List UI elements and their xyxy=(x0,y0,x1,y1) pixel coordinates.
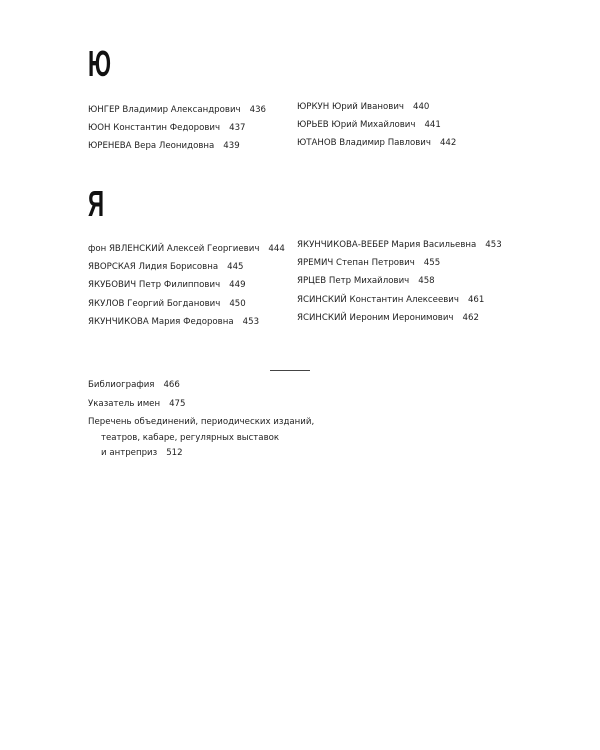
entry-name: ЮНГЕР Владимир Александрович xyxy=(88,105,241,115)
entry-page: 436 xyxy=(249,105,267,115)
index-column-ya-left xyxy=(88,240,285,331)
index-entry xyxy=(88,137,266,155)
entry-name: ЯКУБОВИЧ Петр Филиппович xyxy=(88,280,221,291)
index-entry xyxy=(297,98,456,116)
entry-page: 439 xyxy=(223,141,240,152)
entry-page: 450 xyxy=(229,298,246,309)
entry-page: 441 xyxy=(424,120,441,131)
entry-line: театров, кабаре, регулярных выставок xyxy=(101,432,280,443)
entry-page: 458 xyxy=(418,276,435,287)
entry-page: 449 xyxy=(229,280,246,291)
entry-name: ЯКУНЧИКОВА-ВЕБЕР Мария Васильевна xyxy=(297,240,477,250)
entry-page: 453 xyxy=(485,240,502,250)
entry-page: 437 xyxy=(229,123,246,134)
entry-name: ЯКУЛОВ Георгий Богданович xyxy=(88,298,221,309)
section-letter-ya: Я xyxy=(88,183,105,224)
entry-page: 445 xyxy=(227,262,244,273)
entry-page: 455 xyxy=(423,258,441,269)
bibliography-entry xyxy=(88,378,314,394)
entry-name: ЮРКУН Юрий Иванович xyxy=(297,102,404,112)
entry-page: 440 xyxy=(413,102,430,112)
section-letter-yu: Ю xyxy=(88,43,112,84)
index-entry xyxy=(297,134,456,152)
index-entry xyxy=(297,291,502,309)
back-matter-list xyxy=(88,378,314,465)
index-column-ya-right xyxy=(297,236,502,327)
entry-name: ЯСИНСКИЙ Иероним Иеронимович xyxy=(297,312,454,323)
index-column-yu-left xyxy=(88,101,266,156)
index-entry xyxy=(297,309,502,327)
entry-name: Библиография xyxy=(88,380,155,390)
entry-name: ЮТАНОВ Владимир Павлович xyxy=(297,138,431,149)
entry-name: ЯСИНСКИЙ Константин Алексеевич xyxy=(297,294,459,305)
index-entry xyxy=(88,119,266,137)
entry-name: фон ЯВЛЕНСКИЙ Алексей Георгиевич xyxy=(88,244,260,254)
entry-page: 442 xyxy=(439,138,457,149)
entry-page: 475 xyxy=(169,398,186,409)
entry-name: ЯРЦЕВ Петр Михайлович xyxy=(297,276,410,287)
entry-name: ЮРЕНЕВА Вера Леонидовна xyxy=(88,141,215,152)
entry-line-text: и антреприз xyxy=(101,448,158,458)
entry-name: ЮРЬЕВ Юрий Михайлович xyxy=(297,120,416,131)
index-column-yu-right xyxy=(297,98,456,153)
index-entry xyxy=(297,254,502,272)
entry-name: ЯРЕМИЧ Степан Петрович xyxy=(297,258,415,269)
entry-line-with-page xyxy=(88,446,314,462)
entry-name: ЮОН Константин Федорович xyxy=(88,123,221,134)
index-entry xyxy=(88,276,285,294)
index-entry xyxy=(88,313,285,331)
index-entry xyxy=(297,236,502,254)
section-divider xyxy=(270,370,310,371)
name-index-entry xyxy=(88,397,314,413)
entry-name: ЯКУНЧИКОВА Мария Федоровна xyxy=(88,316,234,327)
entry-page: 461 xyxy=(467,294,485,305)
index-entry xyxy=(88,295,285,313)
index-entry xyxy=(297,116,456,134)
index-entry xyxy=(297,272,502,290)
entry-page: 466 xyxy=(163,380,180,390)
entry-page: 453 xyxy=(242,316,260,327)
index-entry xyxy=(88,101,266,119)
entry-name: ЯВОРСКАЯ Лидия Борисовна xyxy=(88,262,219,273)
organizations-list-entry xyxy=(88,415,314,462)
entry-page: 512 xyxy=(166,448,183,458)
entry-line: Перечень объединений, периодических изданий, xyxy=(88,417,315,427)
entry-page: 444 xyxy=(268,244,285,254)
index-entry xyxy=(88,240,285,258)
entry-name: Указатель имен xyxy=(88,398,161,409)
index-entry xyxy=(88,258,285,276)
entry-page: 462 xyxy=(462,312,479,323)
